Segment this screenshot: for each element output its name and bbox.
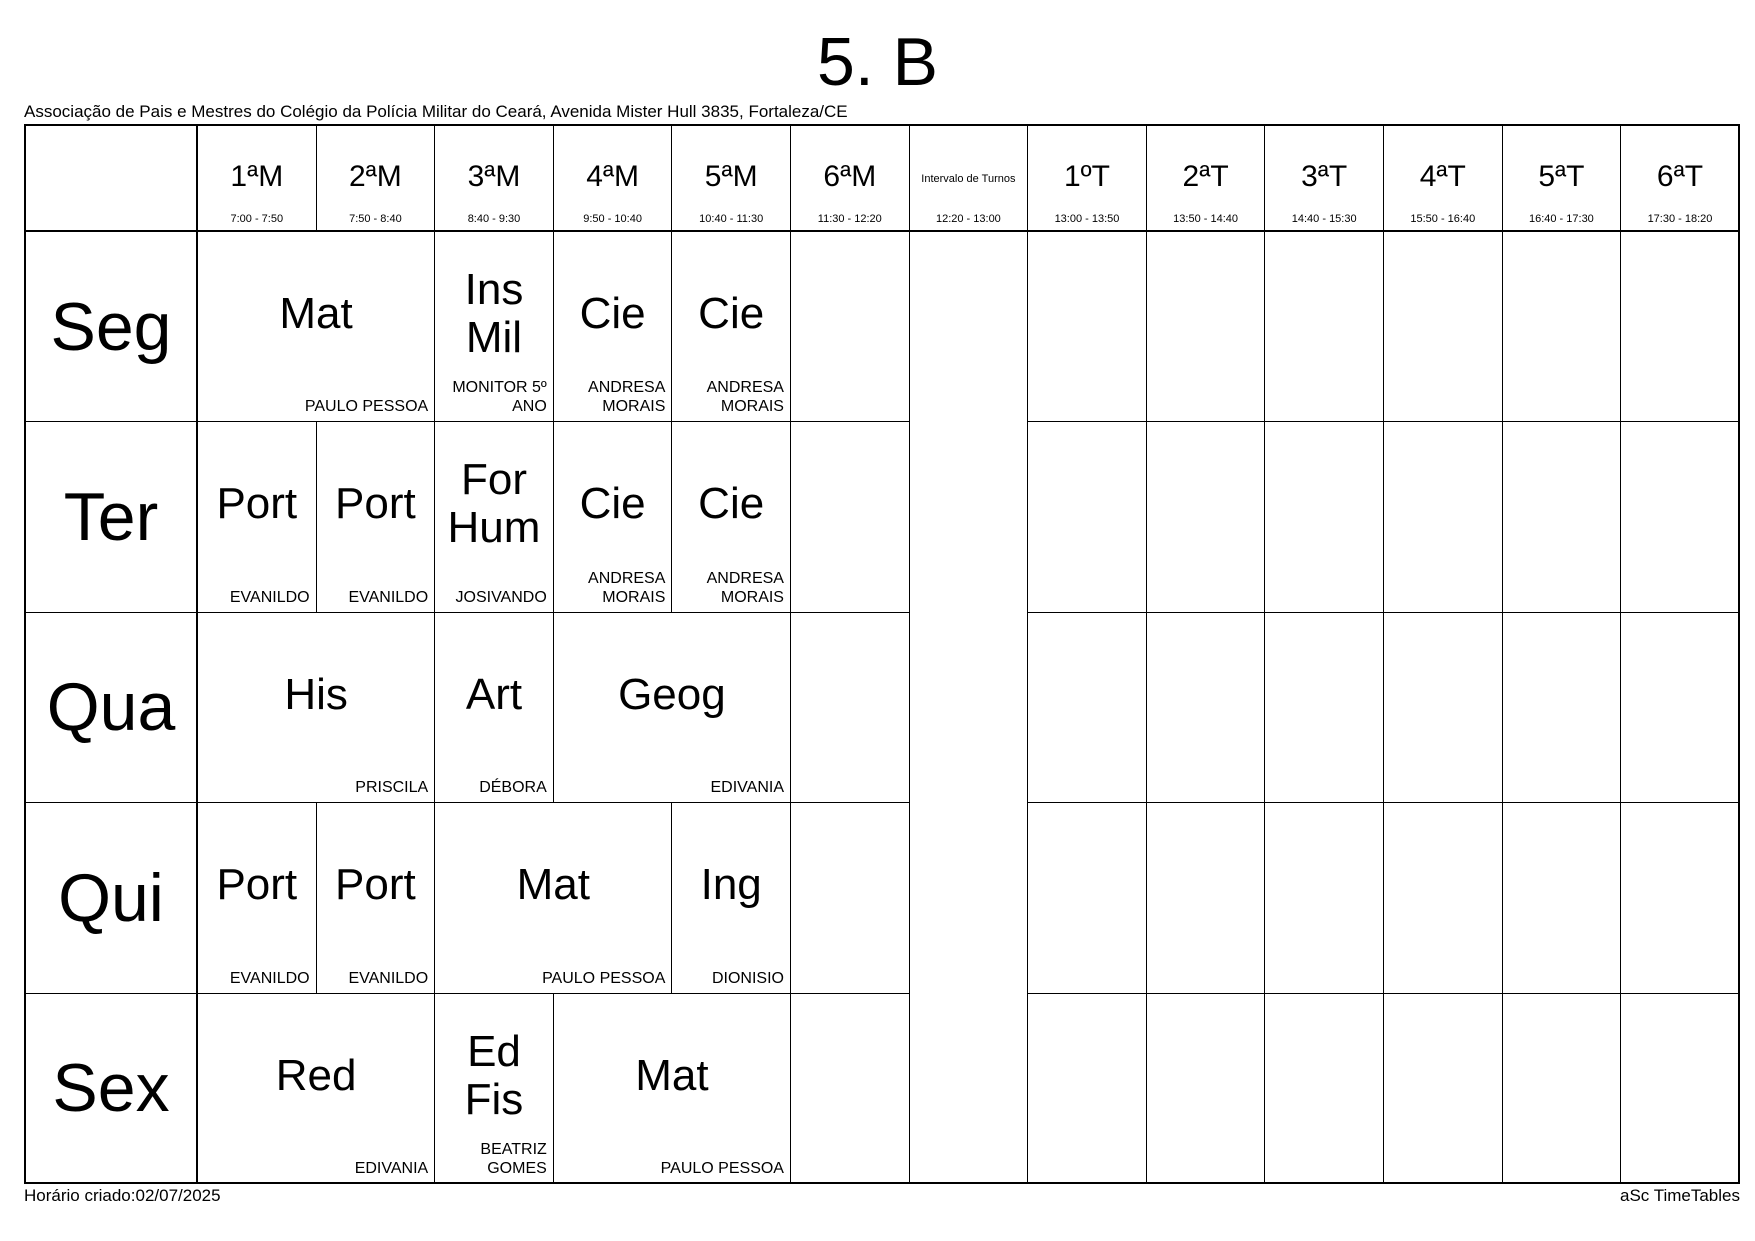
lesson-teacher: MONITOR 5º ANO bbox=[452, 379, 547, 416]
lesson-teacher: PAULO PESSOA bbox=[542, 969, 666, 987]
lesson-subject: For Hum bbox=[447, 455, 541, 553]
period-header bbox=[554, 126, 673, 232]
lesson-cell bbox=[554, 613, 791, 803]
period-time: 9:50 - 10:40 bbox=[583, 213, 642, 225]
lesson-teacher: DÉBORA bbox=[479, 779, 547, 797]
day-label-cell bbox=[26, 613, 198, 803]
empty-cell bbox=[1028, 803, 1147, 993]
empty-cell bbox=[791, 232, 910, 422]
lesson-subject: Cie bbox=[698, 289, 765, 338]
lesson-cell bbox=[198, 232, 435, 422]
period-time: 10:40 - 11:30 bbox=[699, 213, 764, 225]
empty-cell bbox=[1028, 994, 1147, 1184]
lesson-cell bbox=[435, 613, 554, 803]
lesson-subject: Geog bbox=[618, 669, 726, 719]
empty-cell bbox=[1028, 613, 1147, 803]
period-name: 6ªT bbox=[1656, 160, 1704, 193]
period-header bbox=[198, 126, 317, 232]
timetable-grid bbox=[24, 124, 1740, 1184]
period-header bbox=[1147, 126, 1266, 232]
period-name: 3ªT bbox=[1301, 160, 1348, 193]
lesson-teacher: EVANILDO bbox=[229, 588, 310, 606]
lesson-subject: Port bbox=[335, 860, 416, 910]
empty-cell bbox=[1147, 994, 1266, 1184]
day-label-cell bbox=[26, 232, 198, 422]
page-title: 5. B bbox=[817, 24, 938, 100]
period-header bbox=[435, 126, 554, 232]
empty-cell bbox=[1621, 613, 1740, 803]
lesson-subject: Port bbox=[216, 479, 298, 529]
empty-cell bbox=[1265, 613, 1384, 803]
lesson-subject: Port bbox=[216, 860, 298, 910]
empty-cell bbox=[1503, 613, 1622, 803]
lesson-subject: Cie bbox=[698, 479, 765, 529]
day-label-cell bbox=[26, 422, 198, 612]
lesson-teacher: ANDRESA MORAIS bbox=[588, 379, 666, 416]
lesson-cell bbox=[435, 232, 554, 422]
empty-cell bbox=[1265, 422, 1384, 612]
empty-cell bbox=[1621, 422, 1740, 612]
empty-cell bbox=[1503, 422, 1622, 612]
lesson-cell bbox=[554, 422, 673, 612]
lesson-subject: Mat bbox=[635, 1050, 709, 1100]
lesson-subject: Ed Fis bbox=[464, 1026, 524, 1124]
period-time: 7:00 - 7:50 bbox=[230, 213, 284, 225]
lesson-teacher: ANDRESA MORAIS bbox=[588, 569, 666, 606]
day-label-cell bbox=[26, 803, 198, 993]
lesson-teacher: PAULO PESSOA bbox=[660, 1159, 784, 1177]
empty-cell bbox=[1384, 994, 1503, 1184]
lesson-cell bbox=[672, 803, 791, 993]
period-name: 2ªM bbox=[349, 160, 402, 193]
period-name: Intervalo de Turnos bbox=[921, 173, 1016, 185]
school-info: Associação de Pais e Mestres do Colégio da Polícia Militar do Ceará, Avenida Mister Hull 3835, Fortaleza/CE bbox=[24, 102, 848, 121]
lesson-cell bbox=[435, 803, 672, 993]
empty-cell bbox=[1265, 803, 1384, 993]
period-header bbox=[1265, 126, 1384, 232]
lesson-teacher: EDIVANIA bbox=[710, 779, 784, 797]
period-name: 4ªT bbox=[1419, 160, 1466, 193]
empty-cell bbox=[1265, 232, 1384, 422]
lesson-cell bbox=[672, 232, 791, 422]
created-date: Horário criado:02/07/2025 bbox=[24, 1186, 221, 1205]
period-header bbox=[672, 126, 791, 232]
lesson-cell bbox=[317, 422, 436, 612]
corner-cell bbox=[26, 126, 198, 232]
period-header bbox=[1384, 126, 1503, 232]
lesson-subject: Red bbox=[275, 1050, 357, 1100]
empty-cell bbox=[1028, 422, 1147, 612]
empty-cell bbox=[1621, 803, 1740, 993]
empty-cell bbox=[1384, 422, 1503, 612]
period-time: 17:30 - 18:20 bbox=[1647, 213, 1713, 225]
break-column bbox=[910, 232, 1029, 1184]
period-time: 11:30 - 12:20 bbox=[817, 213, 882, 225]
lesson-subject: Port bbox=[335, 479, 416, 529]
lesson-teacher: EDIVANIA bbox=[354, 1159, 429, 1177]
lesson-teacher: ANDRESA MORAIS bbox=[706, 379, 784, 416]
period-name: 4ªM bbox=[586, 160, 639, 193]
lesson-teacher: BEATRIZ GOMES bbox=[480, 1140, 547, 1177]
lesson-subject: Cie bbox=[579, 289, 646, 338]
period-name: 5ªT bbox=[1538, 160, 1585, 193]
lesson-subject: His bbox=[284, 669, 348, 719]
lesson-teacher: EVANILDO bbox=[348, 588, 429, 606]
empty-cell bbox=[791, 803, 910, 993]
empty-cell bbox=[791, 994, 910, 1184]
period-header bbox=[1028, 126, 1147, 232]
lesson-teacher: PRISCILA bbox=[355, 779, 429, 797]
period-time: 14:40 - 15:30 bbox=[1291, 213, 1357, 225]
lesson-teacher: ANDRESA MORAIS bbox=[706, 569, 784, 606]
empty-cell bbox=[1621, 994, 1740, 1184]
period-header bbox=[791, 126, 910, 232]
day-label-cell bbox=[26, 994, 198, 1184]
period-time: 13:50 - 14:40 bbox=[1173, 213, 1239, 225]
empty-cell bbox=[1384, 803, 1503, 993]
empty-cell bbox=[791, 422, 910, 612]
empty-cell bbox=[1028, 232, 1147, 422]
period-time: 8:40 - 9:30 bbox=[467, 213, 521, 225]
lesson-subject: Mat bbox=[516, 860, 590, 910]
period-name: 3ªM bbox=[467, 160, 521, 193]
lesson-cell bbox=[672, 422, 791, 612]
empty-cell bbox=[1503, 803, 1622, 993]
lesson-cell bbox=[435, 422, 554, 612]
empty-cell bbox=[791, 613, 910, 803]
lesson-subject: Art bbox=[465, 669, 523, 719]
lesson-teacher: DIONISIO bbox=[711, 969, 784, 987]
empty-cell bbox=[1503, 232, 1622, 422]
period-name: 1ºT bbox=[1064, 160, 1110, 193]
period-name: 1ªM bbox=[230, 160, 284, 193]
period-header bbox=[910, 126, 1029, 232]
lesson-teacher: EVANILDO bbox=[229, 969, 310, 987]
lesson-subject: Ing bbox=[700, 860, 762, 910]
period-time: 15:50 - 16:40 bbox=[1410, 213, 1476, 225]
period-name: 5ªM bbox=[704, 160, 758, 193]
lesson-teacher: EVANILDO bbox=[348, 969, 429, 987]
lesson-cell bbox=[554, 232, 673, 422]
empty-cell bbox=[1265, 994, 1384, 1184]
empty-cell bbox=[1147, 613, 1266, 803]
lesson-teacher: PAULO PESSOA bbox=[304, 398, 429, 416]
day-label: Qui bbox=[58, 859, 164, 936]
period-time: 13:00 - 13:50 bbox=[1054, 213, 1120, 225]
lesson-cell bbox=[554, 994, 791, 1184]
period-time: 16:40 - 17:30 bbox=[1528, 213, 1594, 225]
lesson-subject: Ins Mil bbox=[464, 265, 524, 362]
empty-cell bbox=[1147, 422, 1266, 612]
empty-cell bbox=[1147, 232, 1266, 422]
period-header bbox=[1621, 126, 1740, 232]
empty-cell bbox=[1621, 232, 1740, 422]
software-brand: aSc TimeTables bbox=[1620, 1186, 1740, 1205]
lesson-subject: Mat bbox=[279, 289, 353, 338]
lesson-subject: Cie bbox=[579, 479, 646, 529]
period-header bbox=[1503, 126, 1622, 232]
empty-cell bbox=[1503, 994, 1622, 1184]
lesson-cell bbox=[198, 422, 317, 612]
lesson-cell bbox=[198, 803, 317, 993]
period-time: 12:20 - 13:00 bbox=[935, 213, 1001, 225]
empty-cell bbox=[1147, 803, 1266, 993]
lesson-cell bbox=[198, 613, 435, 803]
empty-cell bbox=[1384, 613, 1503, 803]
period-name: 6ªM bbox=[823, 160, 877, 193]
empty-cell bbox=[1384, 232, 1503, 422]
day-label: Sex bbox=[52, 1050, 170, 1127]
day-label: Ter bbox=[63, 479, 159, 556]
lesson-cell bbox=[317, 803, 436, 993]
period-header bbox=[317, 126, 436, 232]
lesson-cell bbox=[435, 994, 554, 1184]
lesson-cell bbox=[198, 994, 435, 1184]
day-label: Qua bbox=[46, 669, 176, 746]
period-name: 2ªT bbox=[1182, 160, 1229, 193]
day-label: Seg bbox=[50, 288, 172, 365]
lesson-teacher: JOSIVANDO bbox=[455, 588, 547, 606]
period-time: 7:50 - 8:40 bbox=[349, 213, 402, 225]
